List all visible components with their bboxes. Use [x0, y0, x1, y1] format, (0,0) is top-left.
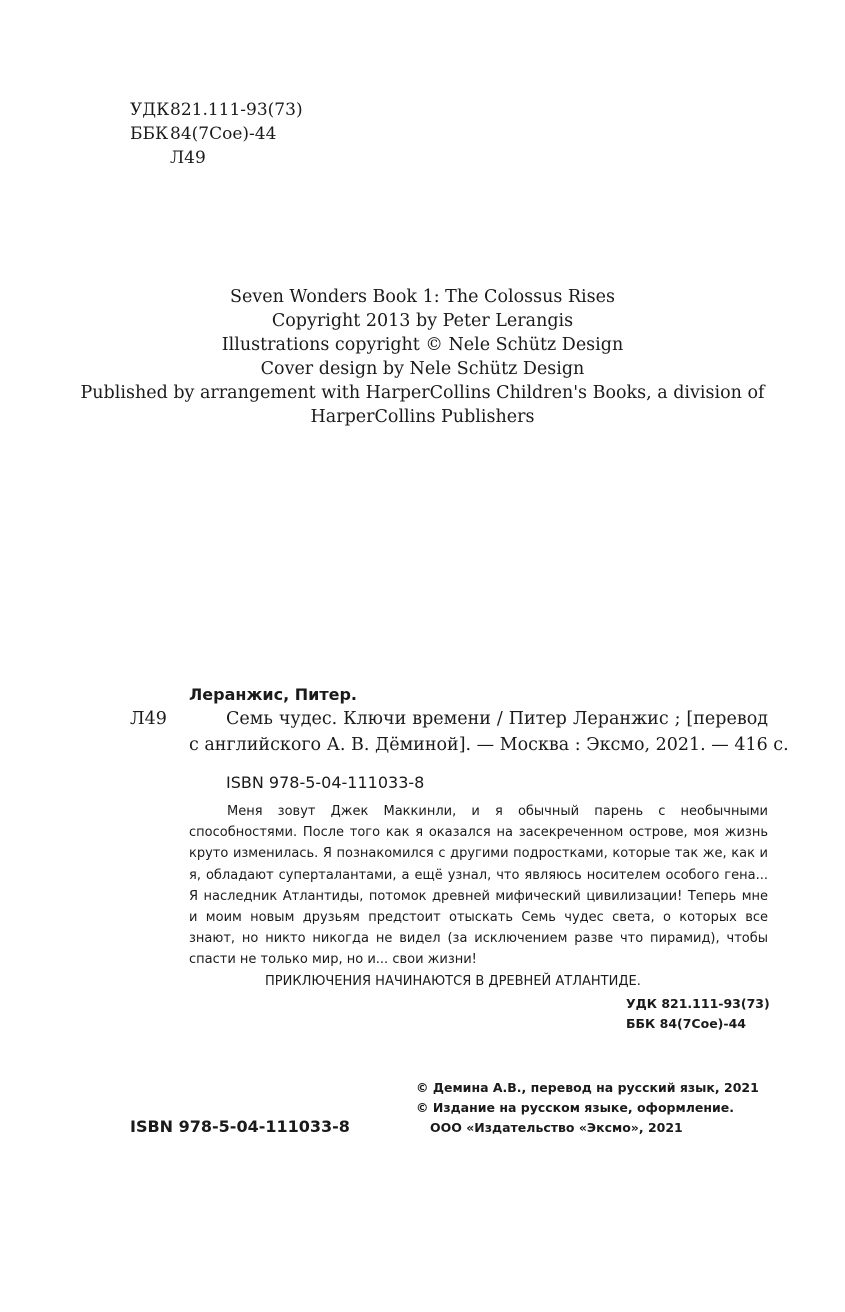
rights-edition: © Издание на русском языке, оформление. [416, 1100, 734, 1115]
footer-classification [626, 994, 770, 1034]
original-title-line: Seven Wonders Book 1: The Colossus Rises [230, 287, 615, 307]
cover-design-line: Cover design by Nele Schütz Design [260, 359, 585, 379]
publisher-line: HarperCollins Publishers [310, 407, 535, 427]
rights-publisher: ООО «Издательство «Эксмо», 2021 [430, 1120, 683, 1135]
bbk-line [130, 122, 276, 146]
udk-label: УДК [130, 100, 170, 120]
record-title-line2: с английского А. В. Дёминой]. — Москва : Эксмо, 2021. — 416 с. [189, 735, 789, 755]
annotation-text: Меня зовут Джек Маккинли, и я обычный парень с необычными способностями. После того как я оказался на засекреченном острове, моя жизнь круто изменилась. Я познакомился с другими подростками, которые так же, как и я, обладают суперталантами, а ещё узнал, что являюсь носителем особого гена... Я наследник Атлантиды, потомок древней мифический цивилизации! Теперь мне и моим новым друзьям предстоит отыскать Семь чудес света, о которых все знают, но никто никогда не видел (за исключением разве что пирамид), чтобы спасти не только мир, но и... свои жизни! [189, 804, 768, 968]
udk-value: 821.111-93(73) [170, 100, 303, 120]
arrangement-line: Published by arrangement with HarperCollins Children's Books, a division of [80, 383, 765, 403]
bbk-label: ББК [130, 124, 169, 144]
rights-block [416, 1078, 759, 1138]
bbk-value: 84(7Сое)-44 [170, 124, 277, 144]
udk-line [130, 98, 303, 122]
record-code: Л49 [130, 709, 167, 729]
record-title-line1: Семь чудес. Ключи времени / Питер Леранжис ; [перевод [226, 709, 768, 729]
rights-translation: © Демина А.В., перевод на русский язык, 2021 [416, 1080, 759, 1095]
footer-bbk: ББК 84(7Сое)-44 [626, 1016, 746, 1031]
footer-udk: УДК 821.111-93(73) [626, 996, 770, 1011]
annotation [189, 801, 768, 992]
annotation-tagline: ПРИКЛЮЧЕНИЯ НАЧИНАЮТСЯ В ДРЕВНЕЙ АТЛАНТИДЕ. [265, 973, 641, 989]
copyright-line: Copyright 2013 by Peter Lerangis [271, 311, 574, 331]
record-isbn: ISBN 978-5-04-111033-8 [226, 773, 425, 792]
record-author: Леранжис, Питер. [189, 685, 357, 704]
copyright-block [40, 285, 805, 429]
illustrations-line: Illustrations copyright © Nele Schütz Design [221, 335, 624, 355]
author-mark: Л49 [170, 148, 206, 168]
footer-isbn: ISBN 978-5-04-111033-8 [130, 1117, 350, 1136]
